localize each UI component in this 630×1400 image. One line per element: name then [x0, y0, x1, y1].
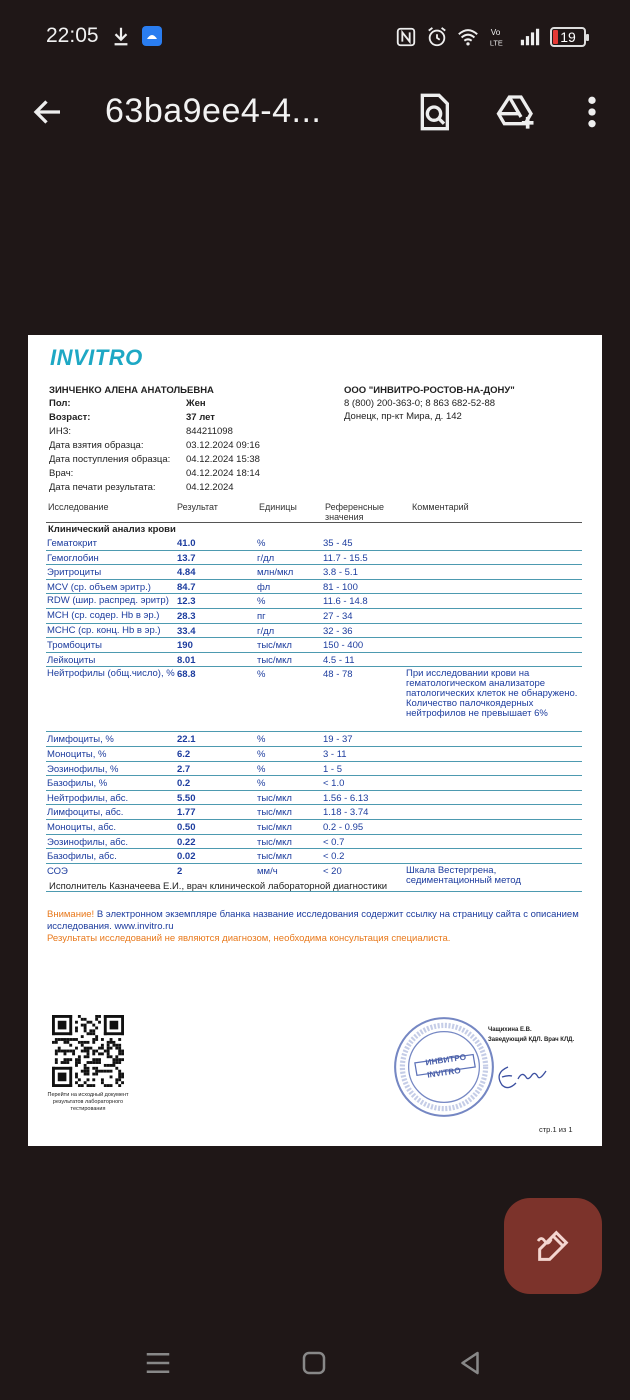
- svg-text:LTE: LTE: [489, 38, 503, 48]
- row-name: RDW (шир. распред. эритр): [47, 595, 169, 607]
- row-result: 41.0: [177, 538, 196, 549]
- table-row: [46, 835, 582, 850]
- row-name: Тромбоциты: [47, 640, 102, 652]
- field-value-print-date: 04.12.2024: [186, 482, 234, 493]
- row-unit: тыс/мкл: [257, 654, 292, 666]
- row-result: 68.8: [177, 669, 196, 681]
- row-result: 33.4: [177, 625, 196, 637]
- download-icon: [110, 24, 132, 48]
- signer-position: Заведующий КДЛ. Врач КЛД.: [488, 1037, 575, 1043]
- row-result: 0.2: [177, 778, 191, 790]
- row-name: Лимфоциты, %: [47, 734, 114, 746]
- drive-add-icon[interactable]: [496, 92, 536, 132]
- home-icon[interactable]: [299, 1348, 329, 1378]
- lab-phone: 8 (800) 200-363-0; 8 863 682-52-88: [344, 398, 496, 409]
- header-study: Исследование: [48, 502, 109, 512]
- qr-code[interactable]: [52, 1015, 124, 1087]
- row-name: Гематокрит: [47, 538, 98, 549]
- field-label-age: Возраст:: [49, 412, 91, 423]
- svg-text:ИНВИТРО: ИНВИТРО: [424, 1051, 467, 1068]
- row-reference: 11.7 - 15.5: [323, 552, 368, 564]
- table-row: [46, 791, 582, 806]
- table-row: [46, 820, 582, 835]
- row-name: Лимфоциты, абс.: [47, 807, 124, 819]
- status-time: 22:05: [46, 24, 99, 47]
- row-unit: тыс/мкл: [257, 807, 292, 819]
- table-row: [46, 565, 582, 580]
- svg-text:Vo: Vo: [490, 28, 501, 38]
- alarm-icon: [426, 26, 448, 48]
- warning-text: В электронном экземпляре бланка название исследования содержит ссылку на страницу сайта с описанием исследования. www.invitro.ru: [47, 909, 579, 932]
- row-name: СОЭ: [47, 865, 68, 877]
- row-reference: 1.56 - 6.13: [323, 792, 369, 804]
- table-row: [46, 849, 582, 864]
- signature: [488, 1055, 558, 1095]
- table-row: [46, 624, 582, 639]
- back-nav-icon[interactable]: [455, 1348, 485, 1378]
- row-reference: < 0.2: [323, 851, 345, 863]
- row-result: 2.7: [177, 763, 191, 775]
- row-unit: млн/мкл: [257, 567, 294, 579]
- table-row: [46, 667, 582, 732]
- section-title: Клинический анализ крови: [48, 524, 176, 535]
- table-row: [46, 762, 582, 777]
- status-bar: [0, 0, 630, 72]
- disclaimer: Результаты исследований не являются диагнозом, необходима консультация специалиста.: [47, 933, 451, 944]
- table-row: [46, 747, 582, 762]
- field-value-sample-date: 03.12.2024 09:16: [186, 440, 260, 451]
- header-reference: Референсные: [325, 502, 384, 512]
- row-name: Базофилы, %: [47, 778, 108, 790]
- table-row: [46, 638, 582, 653]
- field-label-sample-date: Дата взятия образца:: [49, 440, 144, 451]
- row-unit: тыс/мкл: [257, 640, 292, 652]
- row-result: 22.1: [177, 734, 196, 746]
- row-reference: 0.2 - 0.95: [323, 821, 364, 833]
- row-result: 84.7: [177, 581, 196, 593]
- svg-text:INVITRO: INVITRO: [426, 1065, 462, 1080]
- row-name: Нейтрофилы (общ.число), %: [47, 668, 175, 680]
- document-page[interactable]: [28, 335, 602, 1146]
- table-row: [46, 580, 582, 595]
- row-result: 2: [177, 865, 183, 877]
- lab-address: Донецк, пр-кт Мира, д. 142: [344, 411, 462, 422]
- row-unit: г/дл: [257, 625, 275, 637]
- section-divider: [46, 522, 582, 523]
- table-row: [46, 609, 582, 624]
- field-value-doctor: 04.12.2024 18:14: [186, 468, 260, 479]
- executor-line: Исполнитель Казначеева Е.И., врач клинической лабораторной диагностики: [49, 881, 388, 892]
- row-unit: %: [257, 748, 266, 760]
- row-unit: %: [257, 669, 266, 681]
- table-row: [46, 805, 582, 820]
- row-result: 13.7: [177, 552, 196, 564]
- row-reference: 81 - 100: [323, 581, 358, 593]
- wifi-icon: [457, 26, 479, 48]
- row-reference: 1.18 - 3.74: [323, 807, 369, 819]
- header-comment: Комментарий: [412, 502, 469, 512]
- row-unit: тыс/мкл: [257, 821, 292, 833]
- field-label-doctor: Врач:: [49, 468, 74, 479]
- row-result: 0.50: [177, 821, 196, 833]
- row-unit: %: [257, 538, 266, 549]
- navigation-bar: [0, 1320, 630, 1400]
- volte-icon: [488, 26, 510, 48]
- table-row: [46, 594, 582, 609]
- edit-fab-button[interactable]: [504, 1198, 602, 1294]
- row-name: Моноциты, %: [47, 748, 107, 760]
- row-reference: 35 - 45: [323, 538, 353, 549]
- more-vert-icon[interactable]: [572, 92, 612, 132]
- results-table: [46, 536, 582, 892]
- table-row: [46, 551, 582, 566]
- battery-indicator: 19: [550, 27, 586, 47]
- row-reference: 4.5 - 11: [323, 654, 355, 666]
- row-unit: %: [257, 778, 266, 790]
- row-result: 0.22: [177, 836, 196, 848]
- row-result: 1.77: [177, 807, 196, 819]
- warning-label: Внимание!: [47, 909, 95, 920]
- table-row: [46, 536, 582, 551]
- row-comment: При исследовании крови на гематологическом анализаторе патологических клеток не обнаружено. Количество палочкоядерных нейтрофилов не превышает 6%: [406, 668, 578, 720]
- row-reference: 3 - 11: [323, 748, 347, 760]
- row-name: Лейкоциты: [47, 654, 96, 666]
- table-row: [46, 653, 582, 668]
- row-result: 8.01: [177, 654, 196, 666]
- row-result: 6.2: [177, 748, 191, 760]
- row-unit: тыс/мкл: [257, 851, 292, 863]
- invitro-logo: INVITRO: [50, 345, 143, 370]
- header-units: Единицы: [259, 502, 297, 512]
- row-name: Нейтрофилы, абс.: [47, 792, 129, 804]
- nfc-icon: [395, 26, 417, 48]
- field-label-inz: ИНЗ:: [49, 426, 72, 437]
- row-result: 5.50: [177, 792, 196, 804]
- row-unit: %: [257, 596, 266, 608]
- field-value-received-date: 04.12.2024 15:38: [186, 454, 260, 465]
- row-unit: пг: [257, 610, 266, 622]
- row-result: 28.3: [177, 610, 196, 622]
- row-unit: тыс/мкл: [257, 836, 292, 848]
- table-row: [46, 732, 582, 747]
- back-arrow-icon[interactable]: [30, 94, 66, 130]
- field-label-received-date: Дата поступления образца:: [49, 454, 171, 465]
- app-bar: [0, 72, 630, 152]
- signer-name: Чащихина Е.В.: [488, 1027, 532, 1033]
- row-name: Эозинофилы, абс.: [47, 836, 128, 848]
- lab-name: ООО "ИНВИТРО-РОСТОВ-НА-ДОНУ": [344, 385, 515, 396]
- field-label-sex: Пол:: [49, 398, 71, 409]
- row-reference: 48 - 78: [323, 669, 353, 681]
- warning-notice: [47, 909, 587, 933]
- row-unit: мм/ч: [257, 865, 278, 877]
- row-name: Эозинофилы, %: [47, 763, 119, 775]
- app-notification-icon: [142, 26, 162, 46]
- row-reference: 1 - 5: [323, 763, 343, 775]
- row-unit: г/дл: [257, 552, 275, 564]
- row-reference: < 20: [323, 865, 342, 877]
- row-name: Базофилы, абс.: [47, 851, 117, 863]
- row-result: 0.02: [177, 851, 196, 863]
- row-reference: < 1.0: [323, 778, 345, 790]
- table-row: [46, 776, 582, 791]
- edit-icon: [533, 1226, 573, 1266]
- status-icons: [395, 24, 586, 50]
- row-reference: 19 - 37: [323, 734, 353, 746]
- row-name: Моноциты, абс.: [47, 821, 117, 833]
- patient-name: ЗИНЧЕНКО АЛЕНА АНАТОЛЬЕВНА: [49, 385, 214, 396]
- row-name: Эритроциты: [47, 567, 102, 579]
- row-unit: %: [257, 734, 266, 746]
- row-reference: 32 - 36: [323, 625, 353, 637]
- row-reference: 150 - 400: [323, 640, 364, 652]
- row-comment: Шкала Вестергрена, седиментационный метод: [406, 864, 521, 886]
- row-name: MCH (ср. содер. Hb в эр.): [47, 609, 160, 621]
- row-name: MCV (ср. объем эритр.): [47, 581, 151, 593]
- row-unit: %: [257, 763, 266, 775]
- row-reference: 3.8 - 5.1: [323, 567, 358, 579]
- row-name: MCHC (ср. конц. Hb в эр.): [47, 624, 161, 636]
- header-reference-2: значения: [325, 512, 364, 522]
- row-unit: фл: [257, 581, 271, 593]
- row-result: 12.3: [177, 596, 196, 608]
- field-label-print-date: Дата печати результата:: [49, 482, 156, 493]
- row-result: 190: [177, 640, 193, 652]
- qr-caption: Перейти на исходный документ результатов лабораторного тестирования: [47, 1092, 129, 1112]
- row-reference: < 0.7: [323, 836, 345, 848]
- field-value-age: 37 лет: [186, 412, 215, 423]
- search-document-icon[interactable]: [414, 92, 454, 132]
- field-value-inz: 844211098: [186, 426, 233, 437]
- lab-stamp: [392, 1015, 496, 1119]
- row-unit: тыс/мкл: [257, 792, 292, 804]
- document-title: 63ba9ee4-4...: [105, 92, 322, 130]
- page-number: стр.1 из 1: [539, 1125, 573, 1134]
- row-result: 4.84: [177, 567, 196, 579]
- row-reference: 11.6 - 14.8: [323, 596, 368, 608]
- row-reference: 27 - 34: [323, 610, 353, 622]
- recent-apps-icon[interactable]: [143, 1348, 173, 1378]
- header-result: Результат: [177, 502, 218, 512]
- row-name: Гемоглобин: [47, 552, 99, 564]
- signal-icon: [519, 26, 541, 48]
- field-value-sex: Жен: [186, 398, 206, 409]
